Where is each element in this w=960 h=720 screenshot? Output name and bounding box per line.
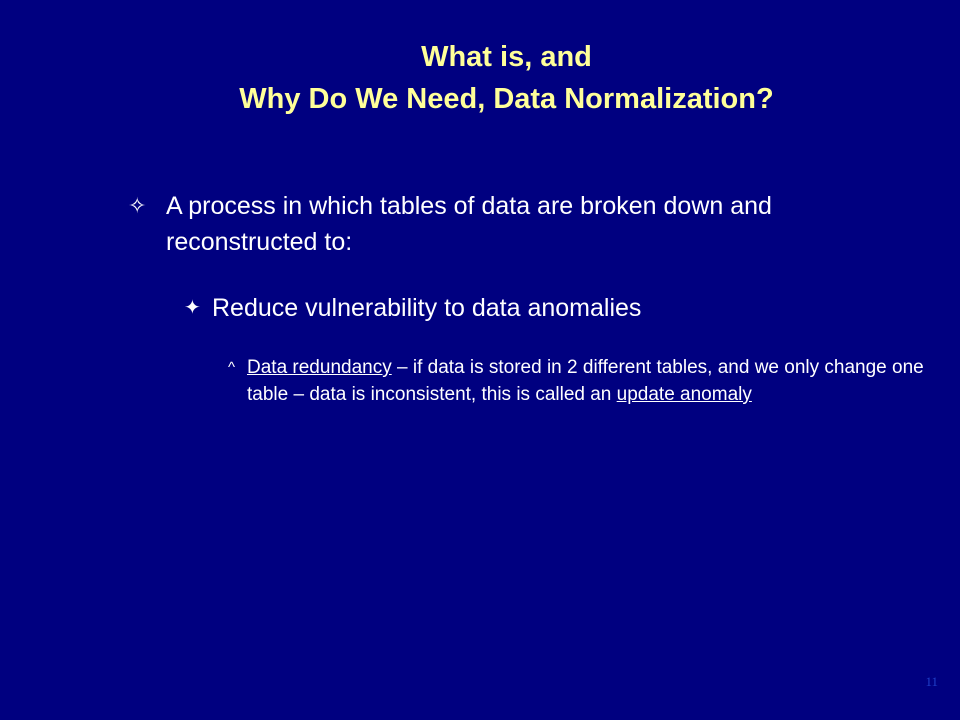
title-line-1: What is, and <box>421 41 592 73</box>
bullet-level-2 <box>184 290 884 326</box>
star-filled-icon: ✦ <box>184 297 201 319</box>
bullet-level-3-text <box>228 354 928 408</box>
star-outline-icon: ✧ <box>128 193 147 218</box>
bullet-level-3 <box>228 354 928 408</box>
caret-icon: ^ <box>228 359 236 376</box>
bullet-level-1 <box>130 188 890 260</box>
title-line-2: Why Do We Need, Data Normalization? <box>239 83 774 115</box>
bullet-level-2-text: Reduce vulnerability to data anomalies <box>212 294 642 322</box>
term-update-anomaly: update anomaly <box>616 384 752 405</box>
bullet-level-1-text: A process in which tables of data are broken down and reconstructed to: <box>166 192 772 256</box>
slide-title <box>0 36 960 120</box>
bullet-level-3-body: – if data is stored in 2 different tables, and we only change one table – data is inconsistent, this is called an <box>247 357 924 405</box>
term-data-redundancy: Data redundancy <box>247 357 392 378</box>
page-number: 11 <box>925 674 938 689</box>
